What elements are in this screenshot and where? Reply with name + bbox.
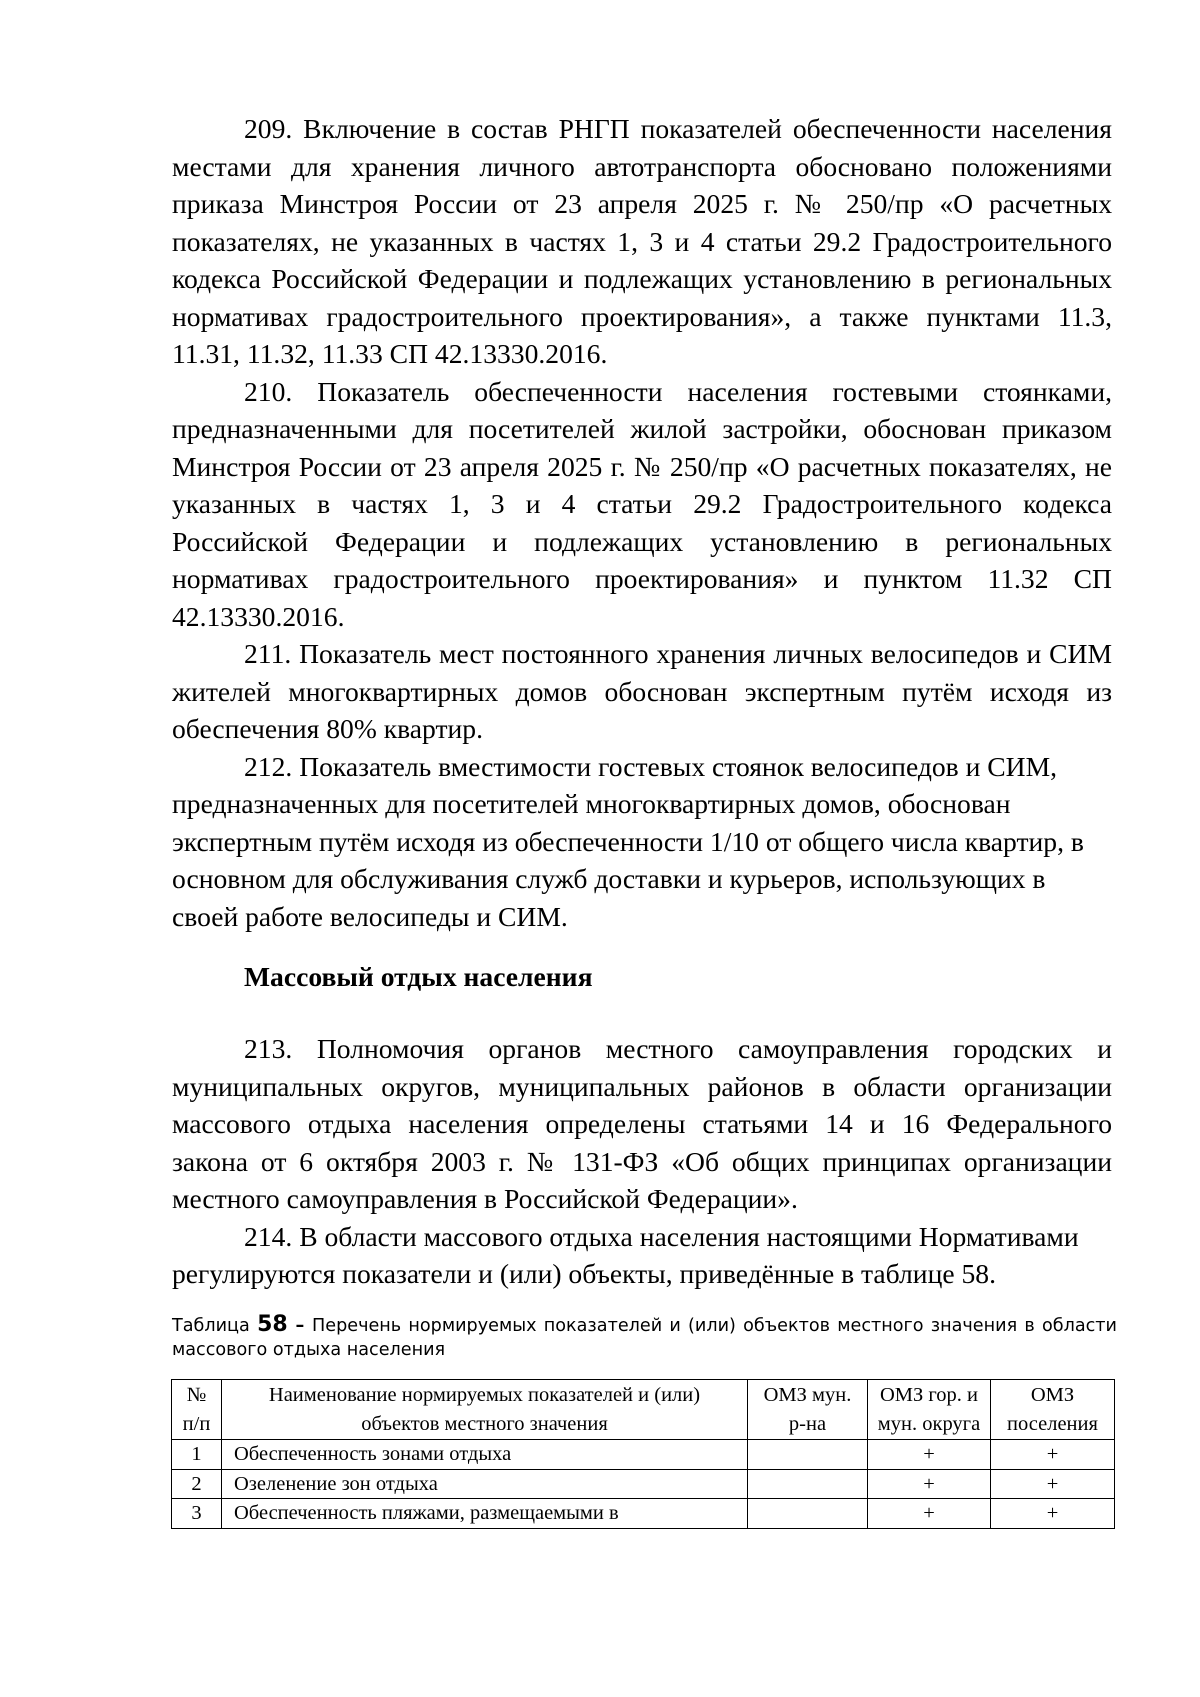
row-name: Обеспеченность пляжами, размещаемыми в: [222, 1499, 748, 1529]
caption-dash: –: [287, 1316, 313, 1336]
table-header-row: [172, 1380, 1115, 1440]
row-name: Озеленение зон отдыха: [222, 1469, 748, 1499]
paragraph-213: 213. Полномочия органов местного самоуправления городских и муниципальных округов, муниципальных районов в области организации массового отдыха населения определены статьями 14 и 16 Федерального закона от 6 октября 2003 г. № 131-ФЗ «Об общих принципах организации местного самоуправления в Российской Федерации».: [172, 1033, 1112, 1214]
row-settlement: +: [991, 1499, 1115, 1529]
caption-text: Перечень нормируемых показателей и (или) объектов местного значения в области массового отдыха населения: [172, 1316, 1117, 1360]
row-municipal-district: [748, 1440, 868, 1470]
header-municipal-district: ОМЗ мун. р-на: [748, 1380, 868, 1440]
row-city-okrug: +: [868, 1440, 991, 1470]
row-number: 1: [172, 1440, 222, 1470]
paragraph-211: 211. Показатель мест постоянного хранения личных велосипедов и СИМ жителей многоквартирных домов обоснован экспертным путём исходя из обеспечения 80% квартир.: [172, 638, 1112, 744]
header-name: Наименование нормируемых показателей и (или) объектов местного значения: [222, 1380, 748, 1440]
caption-table-number: 58: [257, 1312, 288, 1337]
caption-prefix: Таблица: [172, 1316, 258, 1336]
row-municipal-district: [748, 1469, 868, 1499]
text-block-top: [172, 110, 1112, 935]
row-municipal-district: [748, 1499, 868, 1529]
header-settlement: ОМЗ поселения: [991, 1380, 1115, 1440]
header-city-okrug: ОМЗ гор. и мун. округа: [868, 1380, 991, 1440]
table-row: [172, 1499, 1115, 1529]
row-name: Обеспеченность зонами отдыха: [222, 1440, 748, 1470]
section-heading: Массовый отдых населения: [244, 961, 593, 992]
indicators-table: [171, 1379, 1115, 1529]
table-row: [172, 1469, 1115, 1499]
row-settlement: +: [991, 1440, 1115, 1470]
row-number: 3: [172, 1499, 222, 1529]
row-number: 2: [172, 1469, 222, 1499]
row-city-okrug: +: [868, 1499, 991, 1529]
header-number: № п/п: [172, 1380, 222, 1440]
row-city-okrug: +: [868, 1469, 991, 1499]
paragraph-214: 214. В области массового отдыха населения настоящими Нормативами регулируются показатели и (или) объекты, приведённые в таблице 58.: [172, 1220, 1079, 1289]
paragraph-212: 212. Показатель вместимости гостевых стоянок велосипедов и СИМ, предназначенных для посетителей многоквартирных домов, обоснован экспертным путём исходя из обеспеченности 1/10 от общего числа квартир, в основном для обслуживания служб доставки и курьеров, использующих в своей работе велосипеды и СИМ.: [172, 750, 1084, 932]
text-block-bottom: [172, 1030, 1112, 1293]
table-row: [172, 1440, 1115, 1470]
paragraph-209: 209. Включение в состав РНГП показателей обеспеченности населения местами для хранения личного автотранспорта обосновано положениями приказа Минстроя России от 23 апреля 2025 г. № 250/пр «О расчетных показателях, не указанных в частях 1, 3 и 4 статьи 29.2 Градостроительного кодекса Российской Федерации и подлежащих установлению в региональных нормативах градостроительного проектирования», а также пунктами 11.3, 11.31, 11.32, 11.33 СП 42.13330.2016.: [172, 113, 1112, 369]
table-container: [171, 1379, 1114, 1529]
table-caption: [172, 1313, 1117, 1362]
row-settlement: +: [991, 1469, 1115, 1499]
paragraph-210: 210. Показатель обеспеченности населения гостевыми стоянками, предназначенными для посетителей жилой застройки, обоснован приказом Минстроя России от 23 апреля 2025 г. № 250/пр «О расчетных показателях, не указанных в частях 1, 3 и 4 статьи 29.2 Градостроительного кодекса Российской Федерации и подлежащих установлению в региональных нормативах градостроительного проектирования» и пунктом 11.32 СП 42.13330.2016.: [172, 375, 1112, 632]
